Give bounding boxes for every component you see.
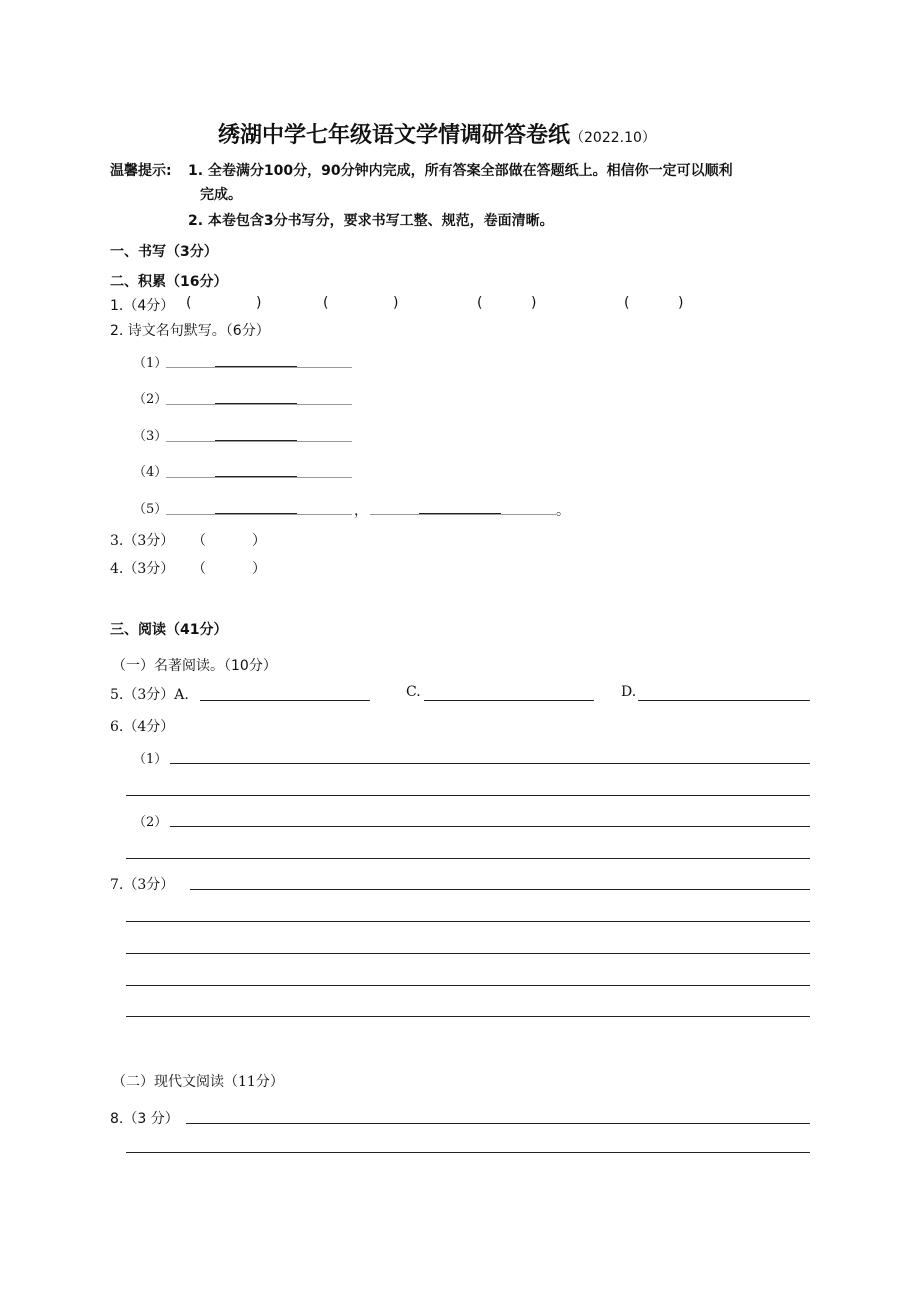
q7-line-1[interactable] bbox=[190, 889, 810, 890]
q2-line-3[interactable] bbox=[166, 441, 352, 442]
tips-item-1: 1. 全卷满分100分，90分钟内完成，所有答案全部做在答题纸上。相信你一定可以顺利 bbox=[188, 163, 733, 179]
q1-blank-3-close: ) bbox=[531, 295, 537, 311]
tips-item-1-cont: 完成。 bbox=[200, 187, 242, 203]
q5-line-d[interactable] bbox=[638, 700, 810, 701]
q2-line-2-mark bbox=[215, 403, 297, 404]
title-text: 绣湖中学七年级语文学情调研答卷纸 bbox=[218, 123, 571, 148]
q4-open: （ bbox=[192, 561, 206, 577]
part-modern-reading: （二）现代文阅读（11分） bbox=[112, 1074, 284, 1090]
q7-label: 7.（3分） bbox=[110, 877, 175, 893]
q1-blank-2-open: ( bbox=[323, 295, 329, 311]
q6-line-1a[interactable] bbox=[170, 763, 810, 764]
q8-line-2[interactable] bbox=[126, 1152, 810, 1153]
q7-line-4[interactable] bbox=[126, 985, 810, 986]
q7-line-2[interactable] bbox=[126, 921, 810, 922]
q8-line-1[interactable] bbox=[186, 1123, 810, 1124]
q7-line-3[interactable] bbox=[126, 953, 810, 954]
q1-blank-3-open: ( bbox=[477, 295, 483, 311]
q2-line-5a-mark bbox=[215, 513, 297, 514]
q8-label: 8.（3 分） bbox=[110, 1111, 179, 1127]
q7-line-5[interactable] bbox=[126, 1016, 810, 1017]
q3-label: 3.（3分） bbox=[110, 533, 175, 549]
q2-line-4-mark bbox=[215, 476, 297, 477]
q2-period: 。 bbox=[556, 503, 570, 519]
q6-line-1b[interactable] bbox=[126, 795, 810, 796]
q2-item-2: （2） bbox=[133, 392, 168, 407]
q2-label: 2. 诗文名句默写。（6分） bbox=[110, 323, 270, 339]
q5-d-label: D. bbox=[621, 684, 637, 700]
q5-label: 5.（3分）A. bbox=[110, 687, 189, 703]
section-writing: 一、书写（3分） bbox=[110, 244, 218, 260]
q4-close: ） bbox=[252, 561, 266, 577]
q1-blank-4-close: ) bbox=[678, 295, 684, 311]
q5-c-label: C. bbox=[406, 684, 421, 700]
q2-item-3: （3） bbox=[133, 429, 168, 444]
q1-blank-2-close: ) bbox=[393, 295, 399, 311]
q2-line-1[interactable] bbox=[166, 367, 352, 368]
q1-blank-1-open: ( bbox=[186, 295, 192, 311]
q2-item-4: （4） bbox=[133, 465, 168, 480]
q2-comma: ， bbox=[354, 503, 368, 519]
q6-line-2a[interactable] bbox=[170, 826, 810, 827]
q4-label: 4.（3分） bbox=[110, 561, 175, 577]
q2-line-5a[interactable] bbox=[166, 514, 352, 515]
section-reading: 三、阅读（41分） bbox=[110, 622, 228, 638]
tips-label: 温馨提示: bbox=[110, 163, 172, 179]
q2-line-5b[interactable] bbox=[370, 514, 556, 515]
q6-sub-1: （1） bbox=[133, 752, 168, 767]
q2-line-3-mark bbox=[215, 440, 297, 441]
page-title bbox=[218, 118, 656, 149]
q6-sub-2: （2） bbox=[133, 815, 168, 830]
q6-label: 6.（4分） bbox=[110, 719, 175, 735]
tips-item-2: 2. 本卷包含3分书写分，要求书写工整、规范，卷面清晰。 bbox=[188, 213, 554, 229]
q5-line-a[interactable] bbox=[200, 700, 370, 701]
q2-item-1: （1） bbox=[133, 356, 168, 371]
q2-line-2[interactable] bbox=[166, 404, 352, 405]
q2-line-1-mark bbox=[215, 366, 297, 367]
q1-label: 1.（4分） bbox=[110, 298, 175, 314]
q2-item-5: （5） bbox=[133, 502, 168, 517]
q1-blank-4-open: ( bbox=[624, 295, 630, 311]
section-accumulation: 二、积累（16分） bbox=[110, 274, 228, 290]
q2-line-4[interactable] bbox=[166, 477, 352, 478]
q5-line-c[interactable] bbox=[424, 700, 594, 701]
part-classic-reading: （一）名著阅读。（10分） bbox=[112, 658, 277, 674]
q1-blank-1-close: ) bbox=[256, 295, 262, 311]
q6-line-2b[interactable] bbox=[126, 858, 810, 859]
q3-close: ） bbox=[252, 533, 266, 549]
q3-open: （ bbox=[192, 533, 206, 549]
q2-line-5b-mark bbox=[419, 513, 501, 514]
title-date: （2022.10） bbox=[570, 130, 656, 146]
